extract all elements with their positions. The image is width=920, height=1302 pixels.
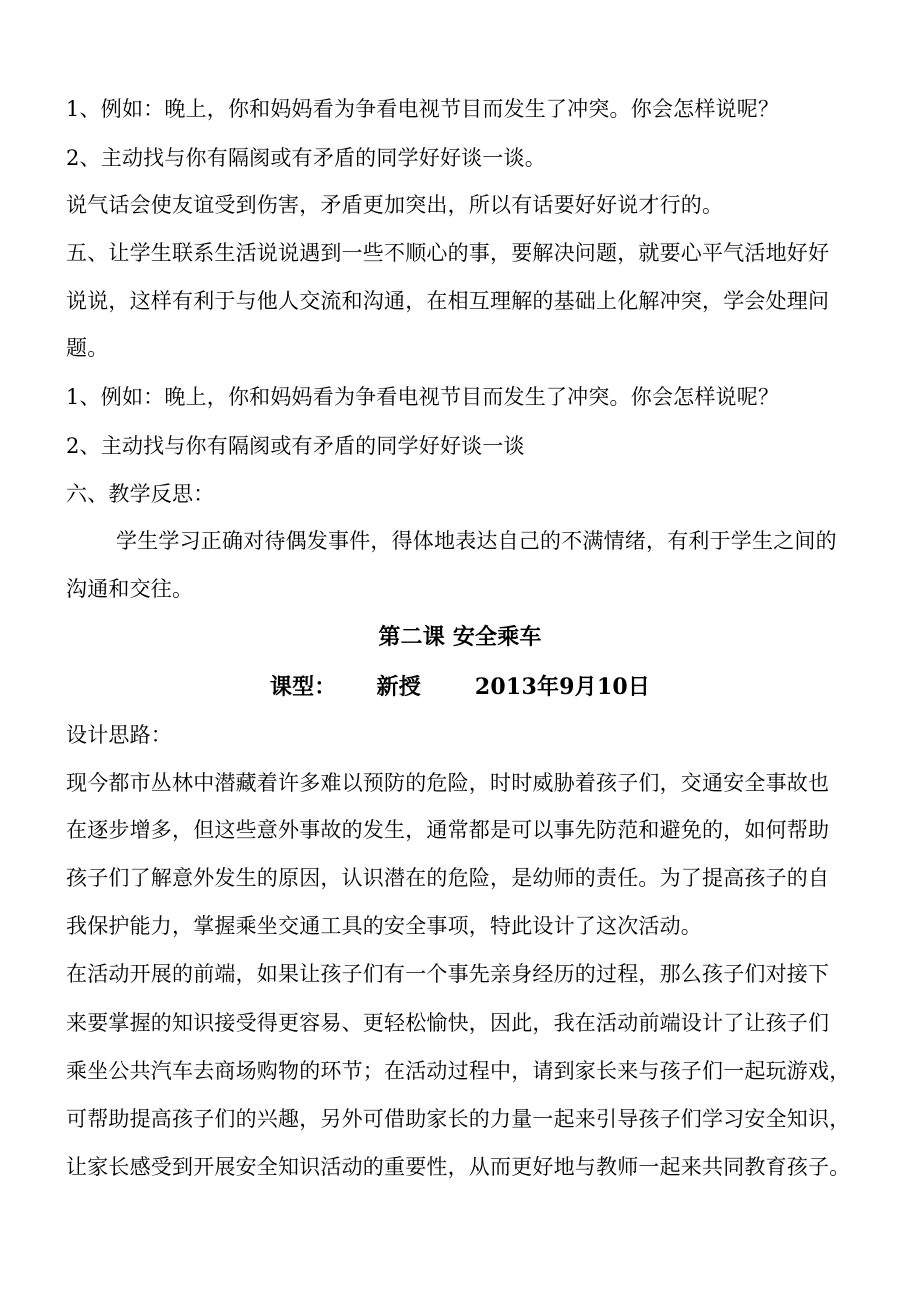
lesson-type-value: 新授 (376, 674, 421, 700)
lesson-date: 2013年9月10日 (474, 674, 651, 700)
paragraph-line: 2、主动找与你有隔阂或有矛盾的同学好好谈一谈。 (66, 146, 546, 170)
paragraph-line: 可帮助提高孩子们的兴趣，另外可借助家长的力量一起来引导孩子们学习安全知识， (66, 1107, 851, 1131)
paragraph-line: 题。 (66, 336, 109, 360)
paragraph-line: 现今都市丛林中潜藏着许多难以预防的危险，时时威胁着孩子们，交通安全事故也 (66, 771, 830, 795)
paragraph-line: 说说，这样有利于与他人交流和沟通，在相互理解的基础上化解冲突，学会处理问 (66, 289, 830, 313)
paragraph-line: 五、让学生联系生活说说遇到一些不顺心的事，要解决问题，就要心平气活地好好 (66, 241, 830, 265)
paragraph-line: 沟通和交往。 (66, 577, 194, 601)
paragraph-line: 学生学习正确对待偶发事件，得体地表达自己的不满情绪，有利于学生之间的 (116, 529, 837, 553)
lesson-title: 第二课 安全乘车 (378, 624, 542, 650)
paragraph-line: 1、例如：晚上，你和妈妈看为争看电视节目而发生了冲突。你会怎样说呢？ (66, 385, 780, 409)
paragraph-line: 说气话会使友谊受到伤害，矛盾更加突出，所以有话要好好说才行的。 (66, 193, 724, 217)
paragraph-line: 让家长感受到开展安全知识活动的重要性，从而更好地与教师一起来共同教育孩子。 (66, 1155, 851, 1179)
paragraph-line: 乘坐公共汽车去商场购物的环节；在活动过程中，请到家长来与孩子们一起玩游戏， (66, 1059, 851, 1083)
paragraph-line: 孩子们了解意外发生的原因，认识潜在的危险，是幼师的责任。为了提高孩子的自 (66, 866, 830, 890)
paragraph-line: 我保护能力，掌握乘坐交通工具的安全事项，特此设计了这次活动。 (66, 914, 702, 938)
lesson-type-label: 课型： (269, 674, 337, 700)
lesson-subtitle (0, 674, 920, 700)
section-heading: 设计思路： (66, 723, 172, 747)
paragraph-line: 六、教学反思： (66, 482, 215, 506)
paragraph-line: 2、主动找与你有隔阂或有矛盾的同学好好谈一谈 (66, 434, 525, 458)
paragraph-line: 在逐步增多，但这些意外事故的发生，通常都是可以事先防范和避免的，如何帮助 (66, 818, 830, 842)
paragraph-line: 来要掌握的知识接受得更容易、更轻松愉快，因此，我在活动前端设计了让孩子们 (66, 1011, 830, 1035)
paragraph-line: 1、例如：晚上，你和妈妈看为争看电视节目而发生了冲突。你会怎样说呢？ (66, 97, 780, 121)
paragraph-line: 在活动开展的前端，如果让孩子们有一个事先亲身经历的过程，那么孩子们对接下 (66, 962, 830, 986)
